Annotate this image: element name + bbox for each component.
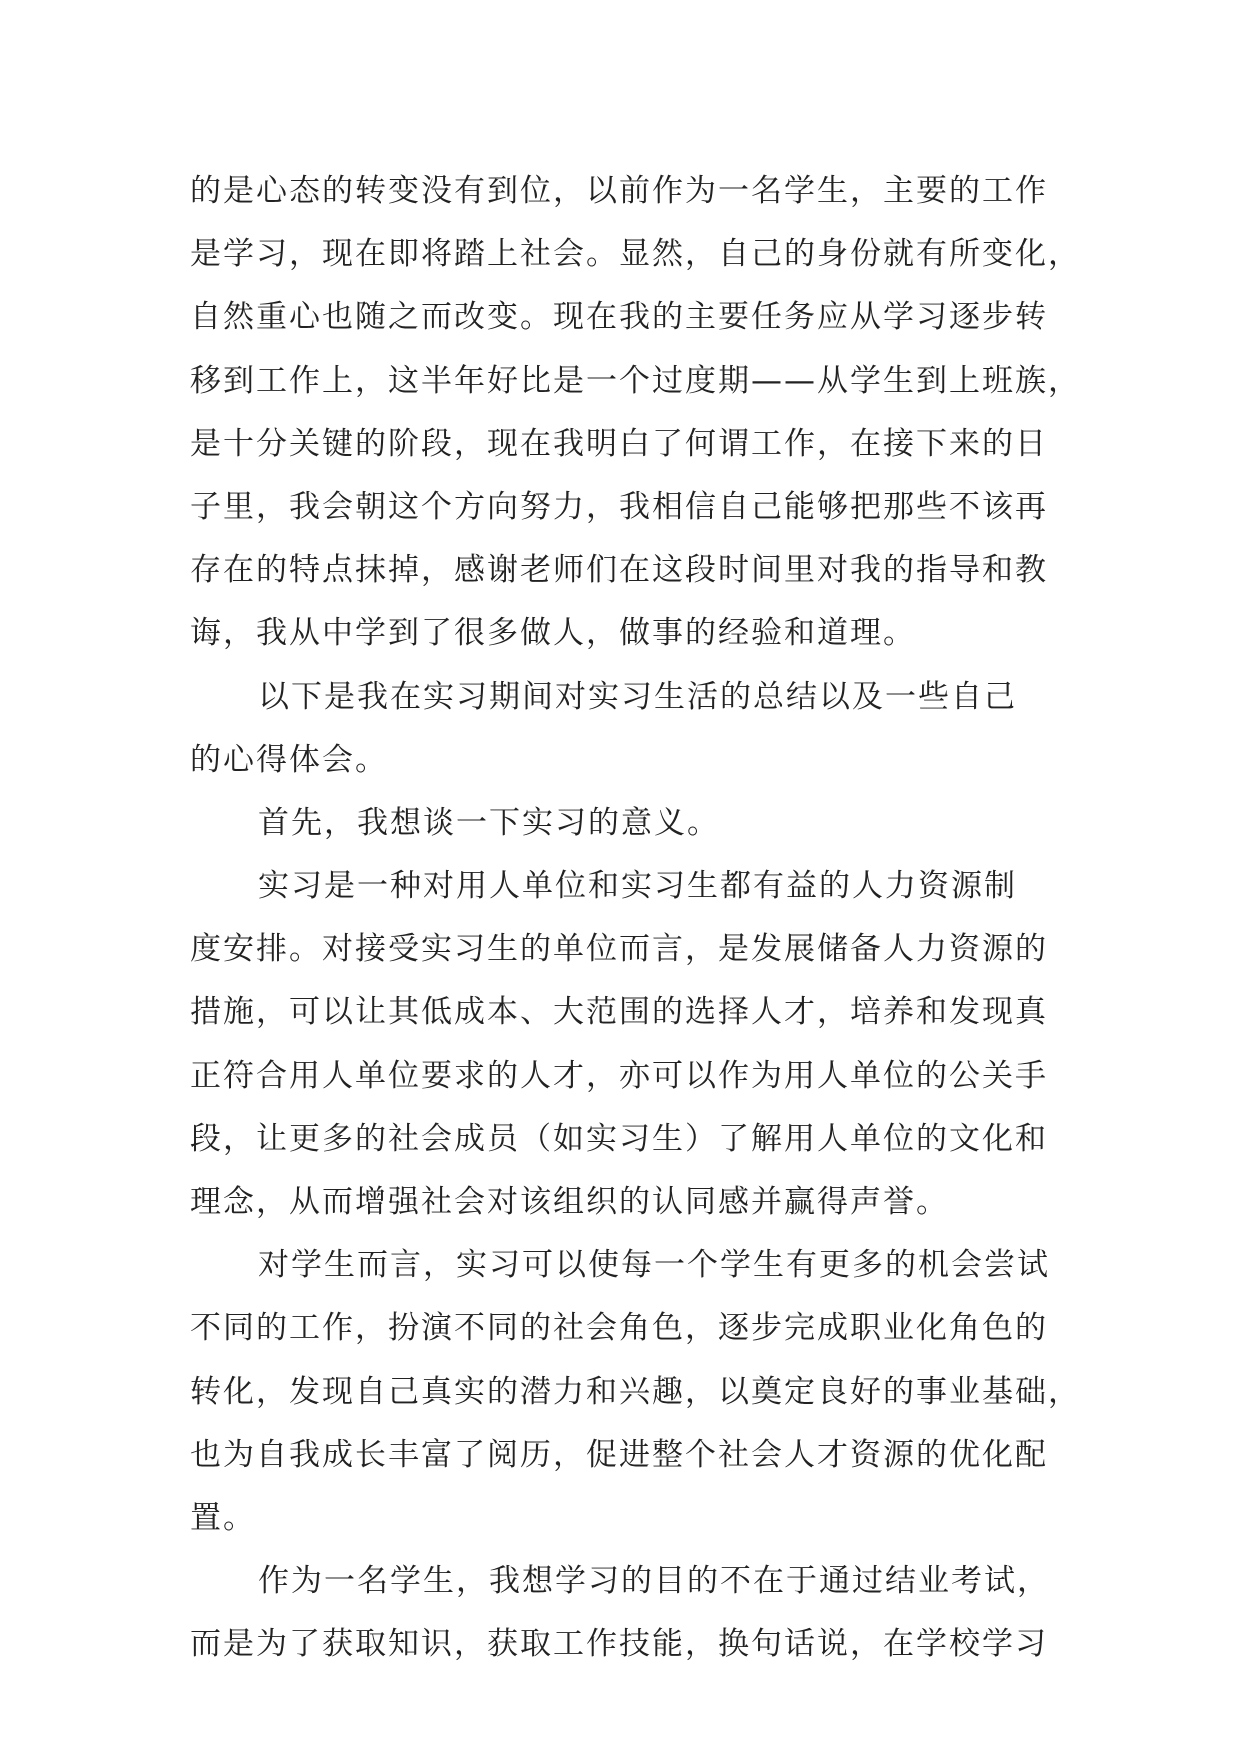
text-line: 存在的特点抹掉，感谢老师们在这段时间里对我的指导和教 [190, 552, 1048, 589]
text-line: 自然重心也随之而改变。现在我的主要任务应从学习逐步转 [190, 299, 1048, 336]
text-line: 也为自我成长丰富了阅历，促进整个社会人才资源的优化配 [190, 1436, 1048, 1473]
text-line: 的是心态的转变没有到位，以前作为一名学生，主要的工作 [190, 173, 1048, 209]
text-line: 度安排。对接受实习生的单位而言，是发展储备人力资源的 [190, 931, 1048, 968]
text-line: 置。 [190, 1499, 256, 1536]
text-line: 段，让更多的社会成员（如实习生）了解用人单位的文化和 [190, 1120, 1048, 1157]
text-line: 子里，我会朝这个方向努力，我相信自己能够把那些不该再 [190, 488, 1048, 525]
text-line: 对学生而言，实习可以使每一个学生有更多的机会尝试 [258, 1247, 1050, 1284]
text-line: 正符合用人单位要求的人才，亦可以作为用人单位的公关手 [190, 1057, 1048, 1094]
text-line: 移到工作上，这半年好比是一个过度期——从学生到上班族， [190, 362, 1081, 399]
text-line: 理念，从而增强社会对该组织的认同感并赢得声誉。 [190, 1184, 949, 1220]
text-line: 是十分关键的阶段，现在我明白了何谓工作，在接下来的日 [190, 425, 1048, 462]
text-line: 是学习，现在即将踏上社会。显然，自己的身份就有所变化， [190, 236, 1081, 273]
text-line: 而是为了获取知识，获取工作技能，换句话说，在学校学习 [190, 1626, 1048, 1663]
text-line: 诲，我从中学到了很多做人，做事的经验和道理。 [190, 615, 916, 652]
text-line: 转化，发现自己真实的潜力和兴趣，以奠定良好的事业基础， [190, 1373, 1081, 1410]
text-line: 措施，可以让其低成本、大范围的选择人才，培养和发现真 [190, 994, 1048, 1031]
text-line: 的心得体会。 [190, 741, 388, 778]
text-line: 不同的工作，扮演不同的社会角色，逐步完成职业化角色的 [190, 1310, 1048, 1347]
text-line: 作为一名学生，我想学习的目的不在于通过结业考试， [258, 1563, 1050, 1600]
body-text [190, 160, 1081, 1677]
text-line: 首先，我想谈一下实习的意义。 [258, 804, 720, 841]
text-line: 实习是一种对用人单位和实习生都有益的人力资源制 [258, 868, 1017, 905]
text-line: 以下是我在实习期间对实习生活的总结以及一些自己 [258, 678, 1017, 715]
